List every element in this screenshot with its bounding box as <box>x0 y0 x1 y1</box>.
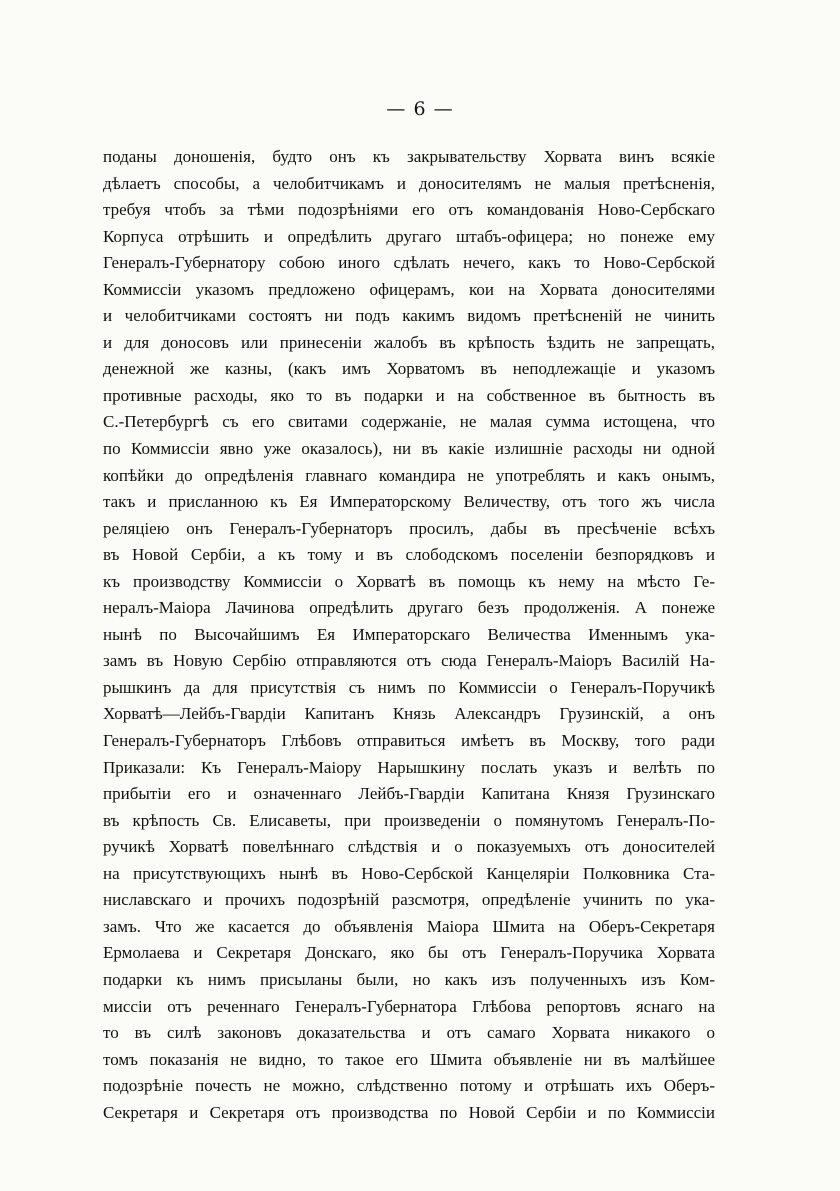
text-line: такъ и присланною къ Ея Императорскому Величеству, отъ того жъ числа <box>103 492 715 512</box>
text-line: Секретаря и Секретаря отъ производства по Новой Сербіи и по Коммиссіи <box>103 1102 715 1122</box>
text-line: прибытіи его и означеннаго Лейбъ-Гвардіи Капитана Князя Грузинскаго <box>103 784 715 804</box>
text-line: поданы доношенія, будто онъ къ закрывательству Хорвата винъ всякіе <box>103 147 715 166</box>
text-line: Ермолаева и Секретаря Донскаго, яко бы отъ Генералъ-Поручика Хорвата <box>103 943 715 963</box>
text-line: и для доносовъ или принесеніи жалобъ въ крѣпость ѣздить не запрещать, <box>103 332 715 352</box>
body-text <box>103 144 715 1126</box>
text-line: нералъ-Маіора Лачинова опредѣлить другаго безъ продолженія. А понеже <box>103 598 715 618</box>
text-line: подозрѣніе почесть не можно, слѣдственно потому и отрѣшать ихъ Оберъ- <box>103 1076 715 1096</box>
text-line: на присутствующихъ нынѣ въ Ново-Сербской Канцеляріи Полковника Ста- <box>103 863 715 883</box>
text-line: дѣлаетъ способы, а челобитчикамъ и доносителямъ не малыя претѣсненія, <box>103 173 715 193</box>
text-line: миссіи отъ реченнаго Генералъ-Губернатора Глѣбова репортовъ яснаго на <box>103 996 715 1016</box>
text-line: томъ показанія не видно, то такое его Шмита объявленіе ни въ малѣйшее <box>103 1049 715 1069</box>
text-line: въ крѣпость Св. Елисаветы, при произведеніи о помянутомъ Генералъ-По- <box>103 810 715 830</box>
text-line: къ производству Коммиссіи о Хорватѣ въ помощь къ нему на мѣсто Ге- <box>103 571 715 591</box>
text-line: рышкинъ да для присутствія съ нимъ по Коммиссіи о Генералъ-Поручикѣ <box>103 677 715 697</box>
page-number: — 6 — <box>386 98 454 120</box>
text-line: ручикѣ Хорватѣ повелѣннаго слѣдствія и о показуемыхъ отъ доносителей <box>103 837 715 857</box>
text-line: Генералъ-Губернаторъ Глѣбовъ отправиться имѣетъ въ Москву, того ради <box>103 731 715 751</box>
text-line: копѣйки до опредѣленія главнаго командира не употреблять и какъ онымъ, <box>103 465 715 485</box>
text-line: замъ. Что же касается до объявленія Маіора Шмита на Оберъ-Секретаря <box>103 916 715 936</box>
text-line: ниславскаго и прочихъ подозрѣній разсмотря, опредѣленіе учинить по ука- <box>103 890 715 910</box>
text-line: Корпуса отрѣшить и опредѣлить другаго штабъ-офицера; но понеже ему <box>103 226 715 246</box>
text-line: противные расходы, яко то въ подарки и на собственное въ бытность въ <box>103 385 715 405</box>
text-line: Генералъ-Губернатору собою иного сдѣлать нечего, какъ то Ново-Сербской <box>103 253 715 273</box>
text-line: требуя чтобъ за тѣми подозрѣніями его отъ командованія Ново-Сербскаго <box>103 200 715 220</box>
text-line: С.-Петербургѣ съ его свитами содержаніе, не малая сумма истощена, что <box>103 412 715 432</box>
text-line: замъ въ Новую Сербію отправляются отъ сюда Генералъ-Маіоръ Василій На- <box>103 651 715 671</box>
text-line: и челобитчиками состоятъ ни подъ какимъ видомъ претѣсненій не чинить <box>103 306 715 326</box>
text-line: нынѣ по Высочайшимъ Ея Императорскаго Величества Именнымъ ука- <box>103 624 715 644</box>
text-line: то въ силѣ законовъ доказательства и отъ самаго Хорвата никакого о <box>103 1023 715 1043</box>
text-line: подарки къ нимъ присыланы были, но какъ изъ полученныхъ изъ Ком- <box>103 969 715 989</box>
text-line: Приказали: Къ Генералъ-Маіору Нарышкину послать указъ и велѣть по <box>103 757 715 777</box>
text-line: въ Новой Сербіи, а къ тому и въ слободскомъ поселеніи безпорядковъ и <box>103 545 715 565</box>
text-line: реляціею онъ Генералъ-Губернаторъ просилъ, дабы въ пресѣченіе всѣхъ <box>103 518 715 538</box>
text-line: Коммиссіи указомъ предложено офицерамъ, кои на Хорвата доносителями <box>103 279 715 299</box>
text-line: Хорватѣ—Лейбъ-Гвардіи Капитанъ Князь Александръ Грузинскій, а онъ <box>103 704 715 724</box>
text-line: по Коммиссіи явно уже оказалось), ни въ какіе излишніе расходы ни одной <box>103 439 715 459</box>
text-line: денежной же казны, (какъ имъ Хорватомъ въ неподлежащіе и указомъ <box>103 359 715 379</box>
